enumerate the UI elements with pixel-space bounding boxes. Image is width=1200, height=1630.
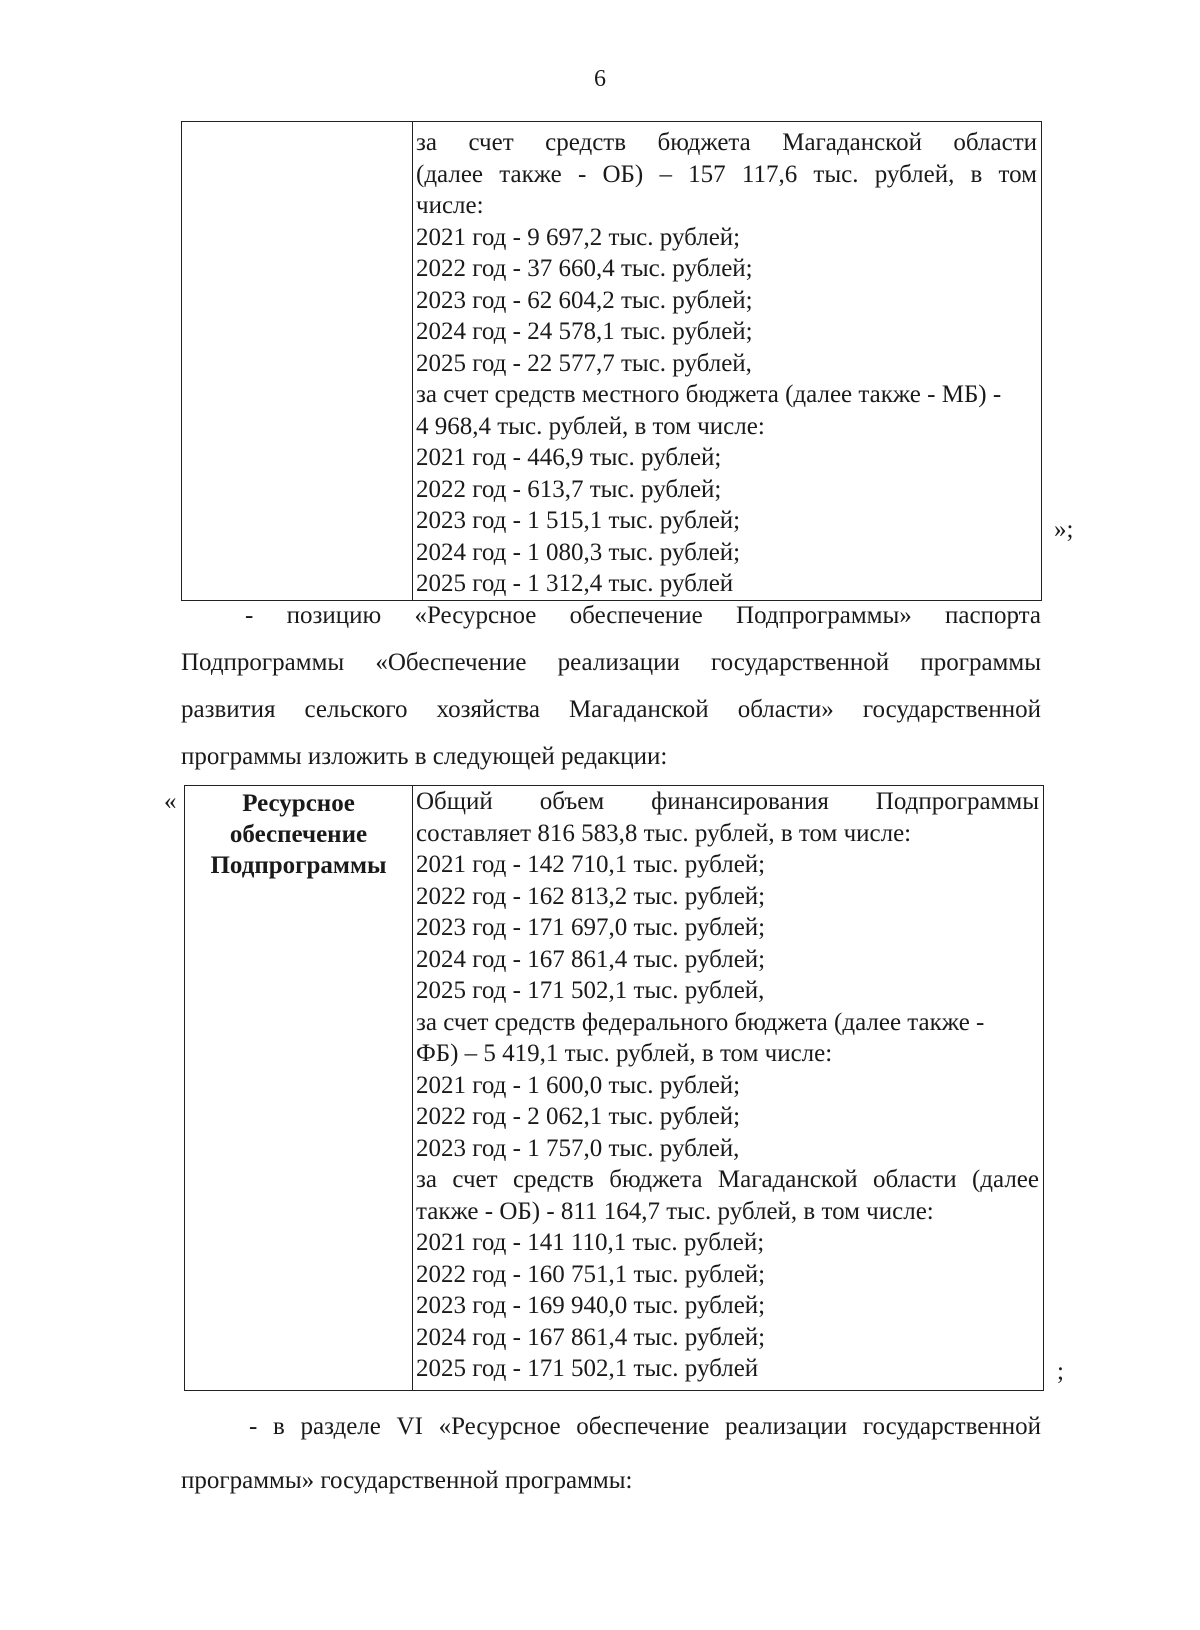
table1-line: 2024 год - 24 578,1 тыс. рублей; (416, 318, 753, 345)
table2-heading-line: Подпрограммы (210, 852, 387, 879)
table1-line: 2022 год - 37 660,4 тыс. рублей; (416, 255, 753, 282)
table2-line: 2023 год - 169 940,0 тыс. рублей; (416, 1292, 766, 1319)
table1-line: 4 968,4 тыс. рублей, в том числе: (416, 412, 765, 440)
table1-left-cell (182, 122, 413, 601)
instruction-paragraph-2 (181, 1400, 1041, 1508)
table2-heading-cell (185, 786, 413, 1391)
paragraph-line: - в разделе VI «Ресурсное обеспечение реализации государственной (249, 1413, 1041, 1440)
table2-line: 2023 год - 1 757,0 тыс. рублей, (416, 1134, 740, 1162)
table1-line: за счет средств бюджета Магаданской области (416, 129, 1037, 156)
table2-line: за счет средств федерального бюджета (далее также - (416, 1008, 985, 1036)
table2-right-cell (413, 786, 1044, 1391)
table1-closing-quote: »; (1054, 516, 1074, 543)
paragraph-line: программы изложить в следующей редакции: (181, 743, 668, 770)
table1-line: (далее также - ОБ) – 157 117,6 тыс. рублей, в том (416, 160, 1037, 188)
instruction-paragraph-1 (181, 592, 1041, 780)
table1-line: 2025 год - 22 577,7 тыс. рублей, (416, 349, 752, 377)
table2-line: 2024 год - 167 861,4 тыс. рублей; (416, 945, 766, 973)
table2-line: Общий объем финансирования Подпрограммы (416, 788, 1039, 815)
paragraph-line: - позицию «Ресурсное обеспечение Подпрограммы» паспорта (245, 602, 1041, 629)
table1-line: 2022 год - 613,7 тыс. рублей; (416, 475, 722, 503)
resource-provision-table (184, 785, 1044, 1391)
table2-line: ФБ) – 5 419,1 тыс. рублей, в том числе: (416, 1040, 833, 1067)
table2-line: за счет средств бюджета Магаданской области (далее (416, 1166, 1039, 1193)
table2-line: 2024 год - 167 861,4 тыс. рублей; (416, 1323, 766, 1351)
table2-line: составляет 816 583,8 тыс. рублей, в том числе: (416, 819, 912, 847)
table2-line: 2022 год - 2 062,1 тыс. рублей; (416, 1103, 741, 1130)
table1-line: за счет средств местного бюджета (далее также - МБ) - (416, 381, 1002, 408)
table2-line: 2025 год - 171 502,1 тыс. рублей (416, 1355, 759, 1382)
table2-heading-line: Ресурсное (242, 790, 355, 817)
table1-right-cell (413, 122, 1042, 601)
paragraph-line: Подпрограммы «Обеспечение реализации государственной программы (181, 649, 1041, 676)
table2-line: 2021 год - 1 600,0 тыс. рублей; (416, 1071, 741, 1099)
funding-table-continuation (181, 121, 1042, 601)
table2-line: 2022 год - 160 751,1 тыс. рублей; (416, 1260, 766, 1288)
table1-line: числе: (416, 192, 484, 219)
table1-line: 2021 год - 446,9 тыс. рублей; (416, 444, 722, 471)
table2-heading-line: обеспечение (229, 821, 368, 848)
table2-line: 2021 год - 141 110,1 тыс. рублей; (416, 1229, 765, 1256)
paragraph-line: развития сельского хозяйства Магаданской области» государственной (181, 696, 1041, 723)
table1-line: 2023 год - 62 604,2 тыс. рублей; (416, 286, 753, 314)
table2-line: 2023 год - 171 697,0 тыс. рублей; (416, 914, 766, 941)
table2-line: 2022 год - 162 813,2 тыс. рублей; (416, 882, 766, 910)
table2-line: 2021 год - 142 710,1 тыс. рублей; (416, 851, 766, 878)
table1-line: 2024 год - 1 080,3 тыс. рублей; (416, 538, 741, 566)
table1-line: 2025 год - 1 312,4 тыс. рублей (416, 570, 734, 597)
paragraph-line: программы» государственной программы: (181, 1467, 633, 1494)
table2-opening-quote: « (164, 788, 177, 815)
table2-line: 2025 год - 171 502,1 тыс. рублей, (416, 977, 765, 1004)
table1-line: 2021 год - 9 697,2 тыс. рублей; (416, 223, 741, 251)
table2-closing-semicolon: ; (1057, 1358, 1064, 1385)
page-number: 6 (594, 66, 606, 92)
table2-line: также - ОБ) - 811 164,7 тыс. рублей, в том числе: (416, 1197, 934, 1225)
table1-line: 2023 год - 1 515,1 тыс. рублей; (416, 507, 741, 534)
